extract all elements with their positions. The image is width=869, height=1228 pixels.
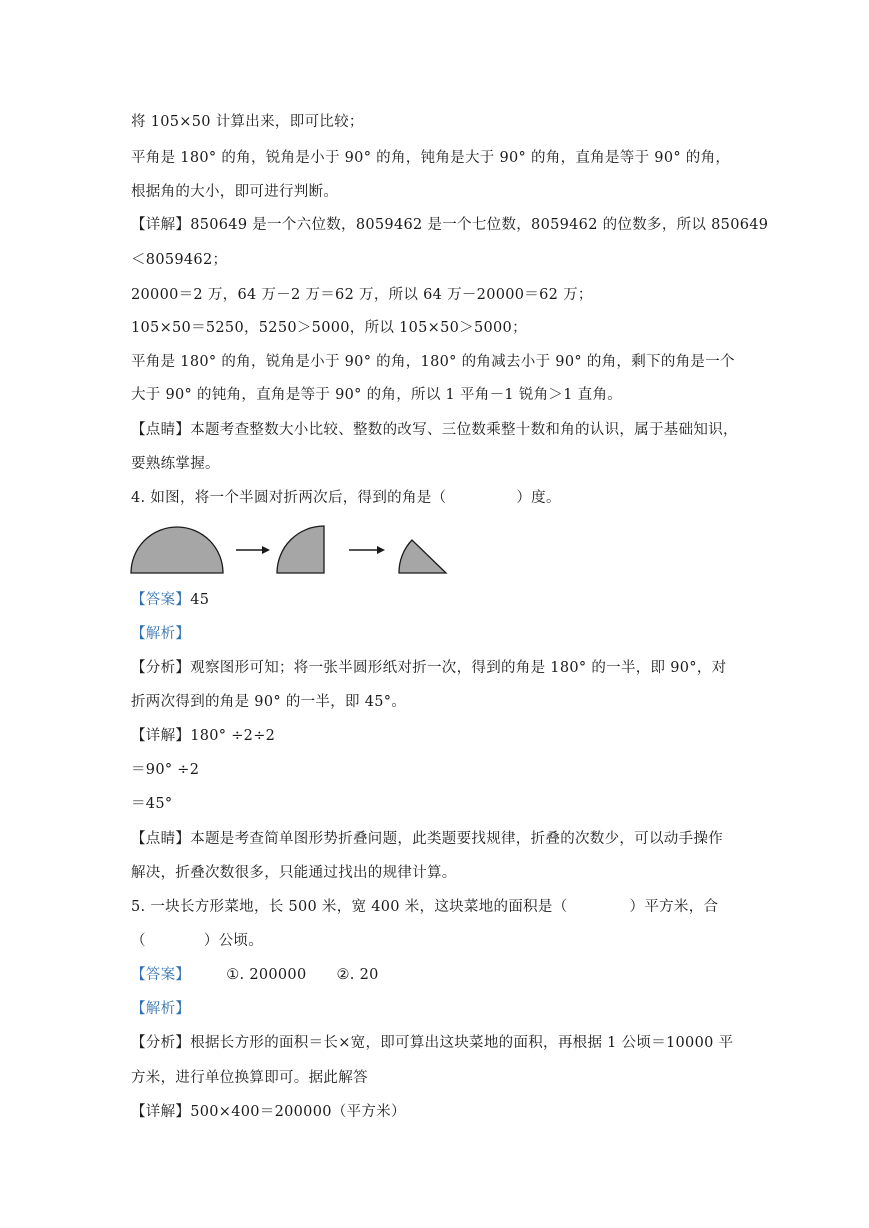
text-line: 折两次得到的角是 90° 的一半，即 45°。 — [131, 694, 407, 710]
text-line: ＝45° — [131, 796, 173, 812]
text-line: 解决，折叠次数很多，只能通过找出的规律计算。 — [131, 865, 457, 881]
answer-row — [131, 965, 379, 985]
analysis-label: 【解析】 — [131, 1001, 191, 1017]
question-5-open: （ — [131, 933, 146, 949]
text-line: 【分析】观察图形可知；将一张半圆形纸对折一次，得到的角是 180° 的一半，即 90°，对 — [131, 660, 727, 676]
analysis-label: 【解析】 — [131, 626, 191, 642]
text-line: 【点睛】本题考查整数大小比较、整数的改写、三位数乘整十数和角的认识，属于基础知识， — [131, 422, 738, 438]
answer-value: ②. 20 — [336, 967, 379, 983]
quarter-circle-shape — [277, 526, 324, 573]
question-4-tail: ）度。 — [516, 490, 561, 506]
text-line: ＝90° ÷2 — [131, 762, 200, 778]
text-line: 平角是 180° 的角，锐角是小于 90° 的角，钝角是大于 90° 的角，直角是等于 90° 的角， — [131, 150, 731, 166]
text-line: 【详解】850649 是一个六位数，8059462 是一个七位数，8059462 的位数多，所以 850649 — [131, 217, 769, 233]
answer-label: 【答案】 — [131, 967, 191, 983]
answer-value: 45 — [190, 592, 210, 608]
text-line: 20000＝2 万，64 万－2 万＝62 万，所以 64 万－20000＝62 万； — [131, 287, 593, 303]
eighth-circle-shape — [399, 540, 446, 573]
text-line: 要熟练掌握。 — [131, 456, 220, 472]
text-line: 将 105×50 计算出来，即可比较； — [131, 114, 364, 130]
semicircle-shape — [131, 527, 223, 573]
text-line: 【分析】根据长方形的面积＝长×宽，即可算出这块菜地的面积，再根据 1 公顷＝10000 平 — [131, 1035, 734, 1051]
text-line: 方米，进行单位换算即可。据此解答 — [131, 1070, 368, 1086]
question-5-stem: 5. 一块长方形菜地，长 500 米，宽 400 米，这块菜地的面积是（ — [131, 899, 568, 915]
answer-label: 【答案】 — [131, 592, 191, 608]
answer-value: ①. 200000 — [226, 967, 307, 983]
arrow-icon — [236, 546, 270, 554]
text-line: 平角是 180° 的角，锐角是小于 90° 的角，180° 的角减去小于 90° 的角，剩下的角是一个 — [131, 354, 735, 370]
question-5-tail: ）公顷。 — [203, 933, 264, 949]
question-4 — [131, 488, 561, 508]
text-line: 根据角的大小，即可进行判断。 — [131, 184, 339, 200]
semicircle-folding-figure — [128, 520, 458, 580]
text-line: 105×50＝5250，5250＞5000，所以 105×50＞5000； — [131, 320, 527, 336]
arrow-icon — [349, 546, 385, 554]
question-5 — [131, 897, 718, 917]
question-4-stem: 4. 如图，将一个半圆对折两次后，得到的角是（ — [131, 490, 447, 506]
text-line: ＜8059462； — [131, 252, 228, 268]
text-line: 【点睛】本题是考查简单图形势折叠问题，此类题要找规律，折叠的次数少，可以动手操作 — [131, 831, 723, 847]
text-line: 大于 90° 的钝角，直角是等于 90° 的角，所以 1 平角－1 锐角＞1 直角。 — [131, 387, 623, 403]
question-5-line2 — [131, 931, 263, 951]
text-line: 【详解】500×400＝200000（平方米） — [131, 1104, 406, 1120]
text-line: 【详解】180° ÷2÷2 — [131, 728, 276, 744]
answer-row — [131, 590, 209, 610]
question-5-mid: ）平方米，合 — [629, 899, 719, 915]
